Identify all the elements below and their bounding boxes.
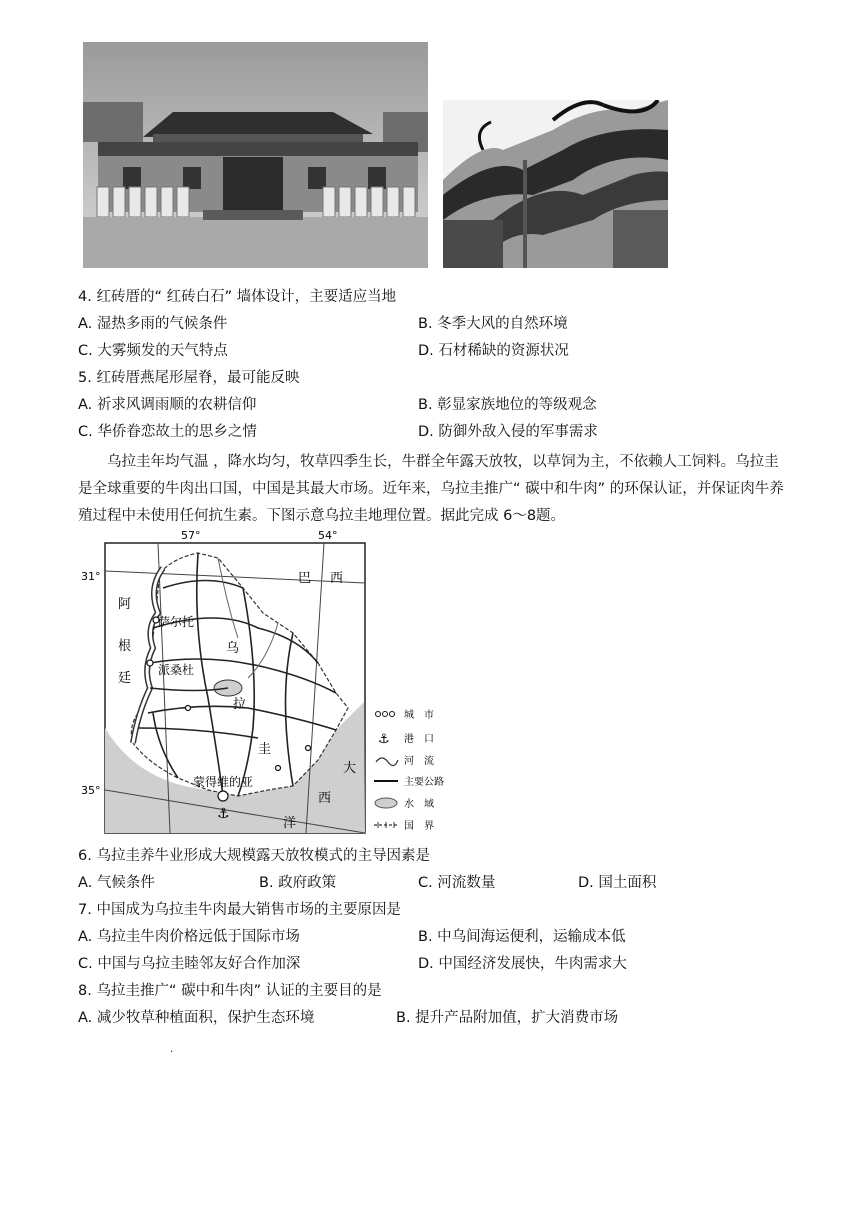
- question-5-option-c: C. 华侨眷恋故土的思乡之情: [78, 424, 257, 440]
- svg-text:⚓: ⚓: [378, 732, 390, 747]
- legend-water: 水 域: [404, 799, 434, 810]
- question-5-option-a: A. 祈求风调雨顺的农耕信仰: [78, 397, 257, 413]
- label-ocean-2: 西: [318, 791, 332, 806]
- uruguay-location-map: [78, 528, 458, 840]
- legend-river: 河 流: [404, 756, 434, 767]
- question-8-stem: 8. 乌拉圭推广“ 碳中和牛肉” 认证的主要目的是: [78, 983, 382, 999]
- label-uruguay-1: 乌: [226, 641, 240, 656]
- label-salto: 萨尔托: [158, 615, 195, 629]
- question-4-option-b: B. 冬季大风的自然环境: [418, 316, 568, 332]
- label-montevideo: 蒙得维的亚: [193, 775, 254, 789]
- passage-text: 乌拉圭年均气温 ，降水均匀，牧草四季生长，牛群全年露天放牧，以草饲为主，不依赖人工饲料。乌拉圭是全球重要的牛肉出口国，中国是其最大市场。近年来，乌拉圭推广“ 碳中和牛肉” 的环保认证，并保证肉牛养殖过程中未使用任何抗生素。下图示意乌拉圭地理位置。据此完成 6～8题。: [78, 454, 784, 524]
- lon-label-54: 54°: [318, 529, 338, 542]
- swallowtail-roof-photo: [443, 100, 668, 268]
- label-brazil-1: 巴: [298, 571, 312, 586]
- question-6-stem: 6. 乌拉圭养牛业形成大规模露天放牧模式的主导因素是: [78, 848, 430, 864]
- question-7-option-b: B. 中乌间海运便利，运输成本低: [418, 929, 626, 945]
- label-ocean-1: 大: [343, 761, 357, 776]
- legend-port: 港 口: [404, 734, 434, 745]
- question-4-option-a: A. 湿热多雨的气候条件: [78, 316, 228, 332]
- question-6-option-c: C. 河流数量: [418, 875, 496, 891]
- question-6-option-a: A. 气候条件: [78, 875, 155, 891]
- label-uruguay-2: 拉: [233, 697, 247, 712]
- lat-label-35: 35°: [81, 784, 101, 797]
- footnote-dot: .: [170, 1044, 174, 1055]
- label-brazil-2: 西: [330, 571, 344, 586]
- question-8-option-b: B. 提升产品附加值，扩大消费市场: [396, 1010, 619, 1026]
- reading-passage: [78, 449, 788, 530]
- question-8-option-a: A. 减少牧草种植面积，保护生态环境: [78, 1010, 315, 1026]
- label-argentina-1: 阿: [118, 597, 132, 612]
- question-5-option-b: B. 彰显家族地位的等级观念: [418, 397, 597, 413]
- lon-label-57: 57°: [181, 529, 201, 542]
- question-4-stem: 4. 红砖厝的“ 红砖白石” 墙体设计，主要适应当地: [78, 289, 397, 305]
- legend-road: 主要公路: [404, 777, 444, 788]
- map-legend: [374, 708, 444, 832]
- question-5-option-d: D. 防御外敌入侵的军事需求: [418, 424, 598, 440]
- question-6-option-d: D. 国土面积: [578, 875, 657, 891]
- label-argentina-2: 根: [118, 639, 132, 654]
- question-7-option-a: A. 乌拉圭牛肉价格远低于国际市场: [78, 929, 300, 945]
- svg-text:⚓: ⚓: [217, 806, 230, 822]
- question-5-stem: 5. 红砖厝燕尾形屋脊，最可能反映: [78, 370, 300, 386]
- red-brick-house-photo: [83, 42, 428, 268]
- question-4-option-c: C. 大雾频发的天气特点: [78, 343, 228, 359]
- label-ocean-3: 洋: [283, 816, 297, 831]
- label-argentina-3: 廷: [118, 671, 132, 686]
- question-6-option-b: B. 政府政策: [259, 875, 337, 891]
- question-7-option-d: D. 中国经济发展快，牛肉需求大: [418, 956, 627, 972]
- label-paysandu: 派桑杜: [158, 663, 195, 677]
- lat-label-31: 31°: [81, 570, 101, 583]
- legend-border: 国 界: [404, 821, 434, 832]
- question-7-stem: 7. 中国成为乌拉圭牛肉最大销售市场的主要原因是: [78, 902, 401, 918]
- label-uruguay-3: 圭: [258, 742, 272, 757]
- question-4-option-d: D. 石材稀缺的资源状况: [418, 343, 569, 359]
- question-7-option-c: C. 中国与乌拉圭睦邻友好合作加深: [78, 956, 301, 972]
- legend-city: 城 市: [404, 710, 434, 721]
